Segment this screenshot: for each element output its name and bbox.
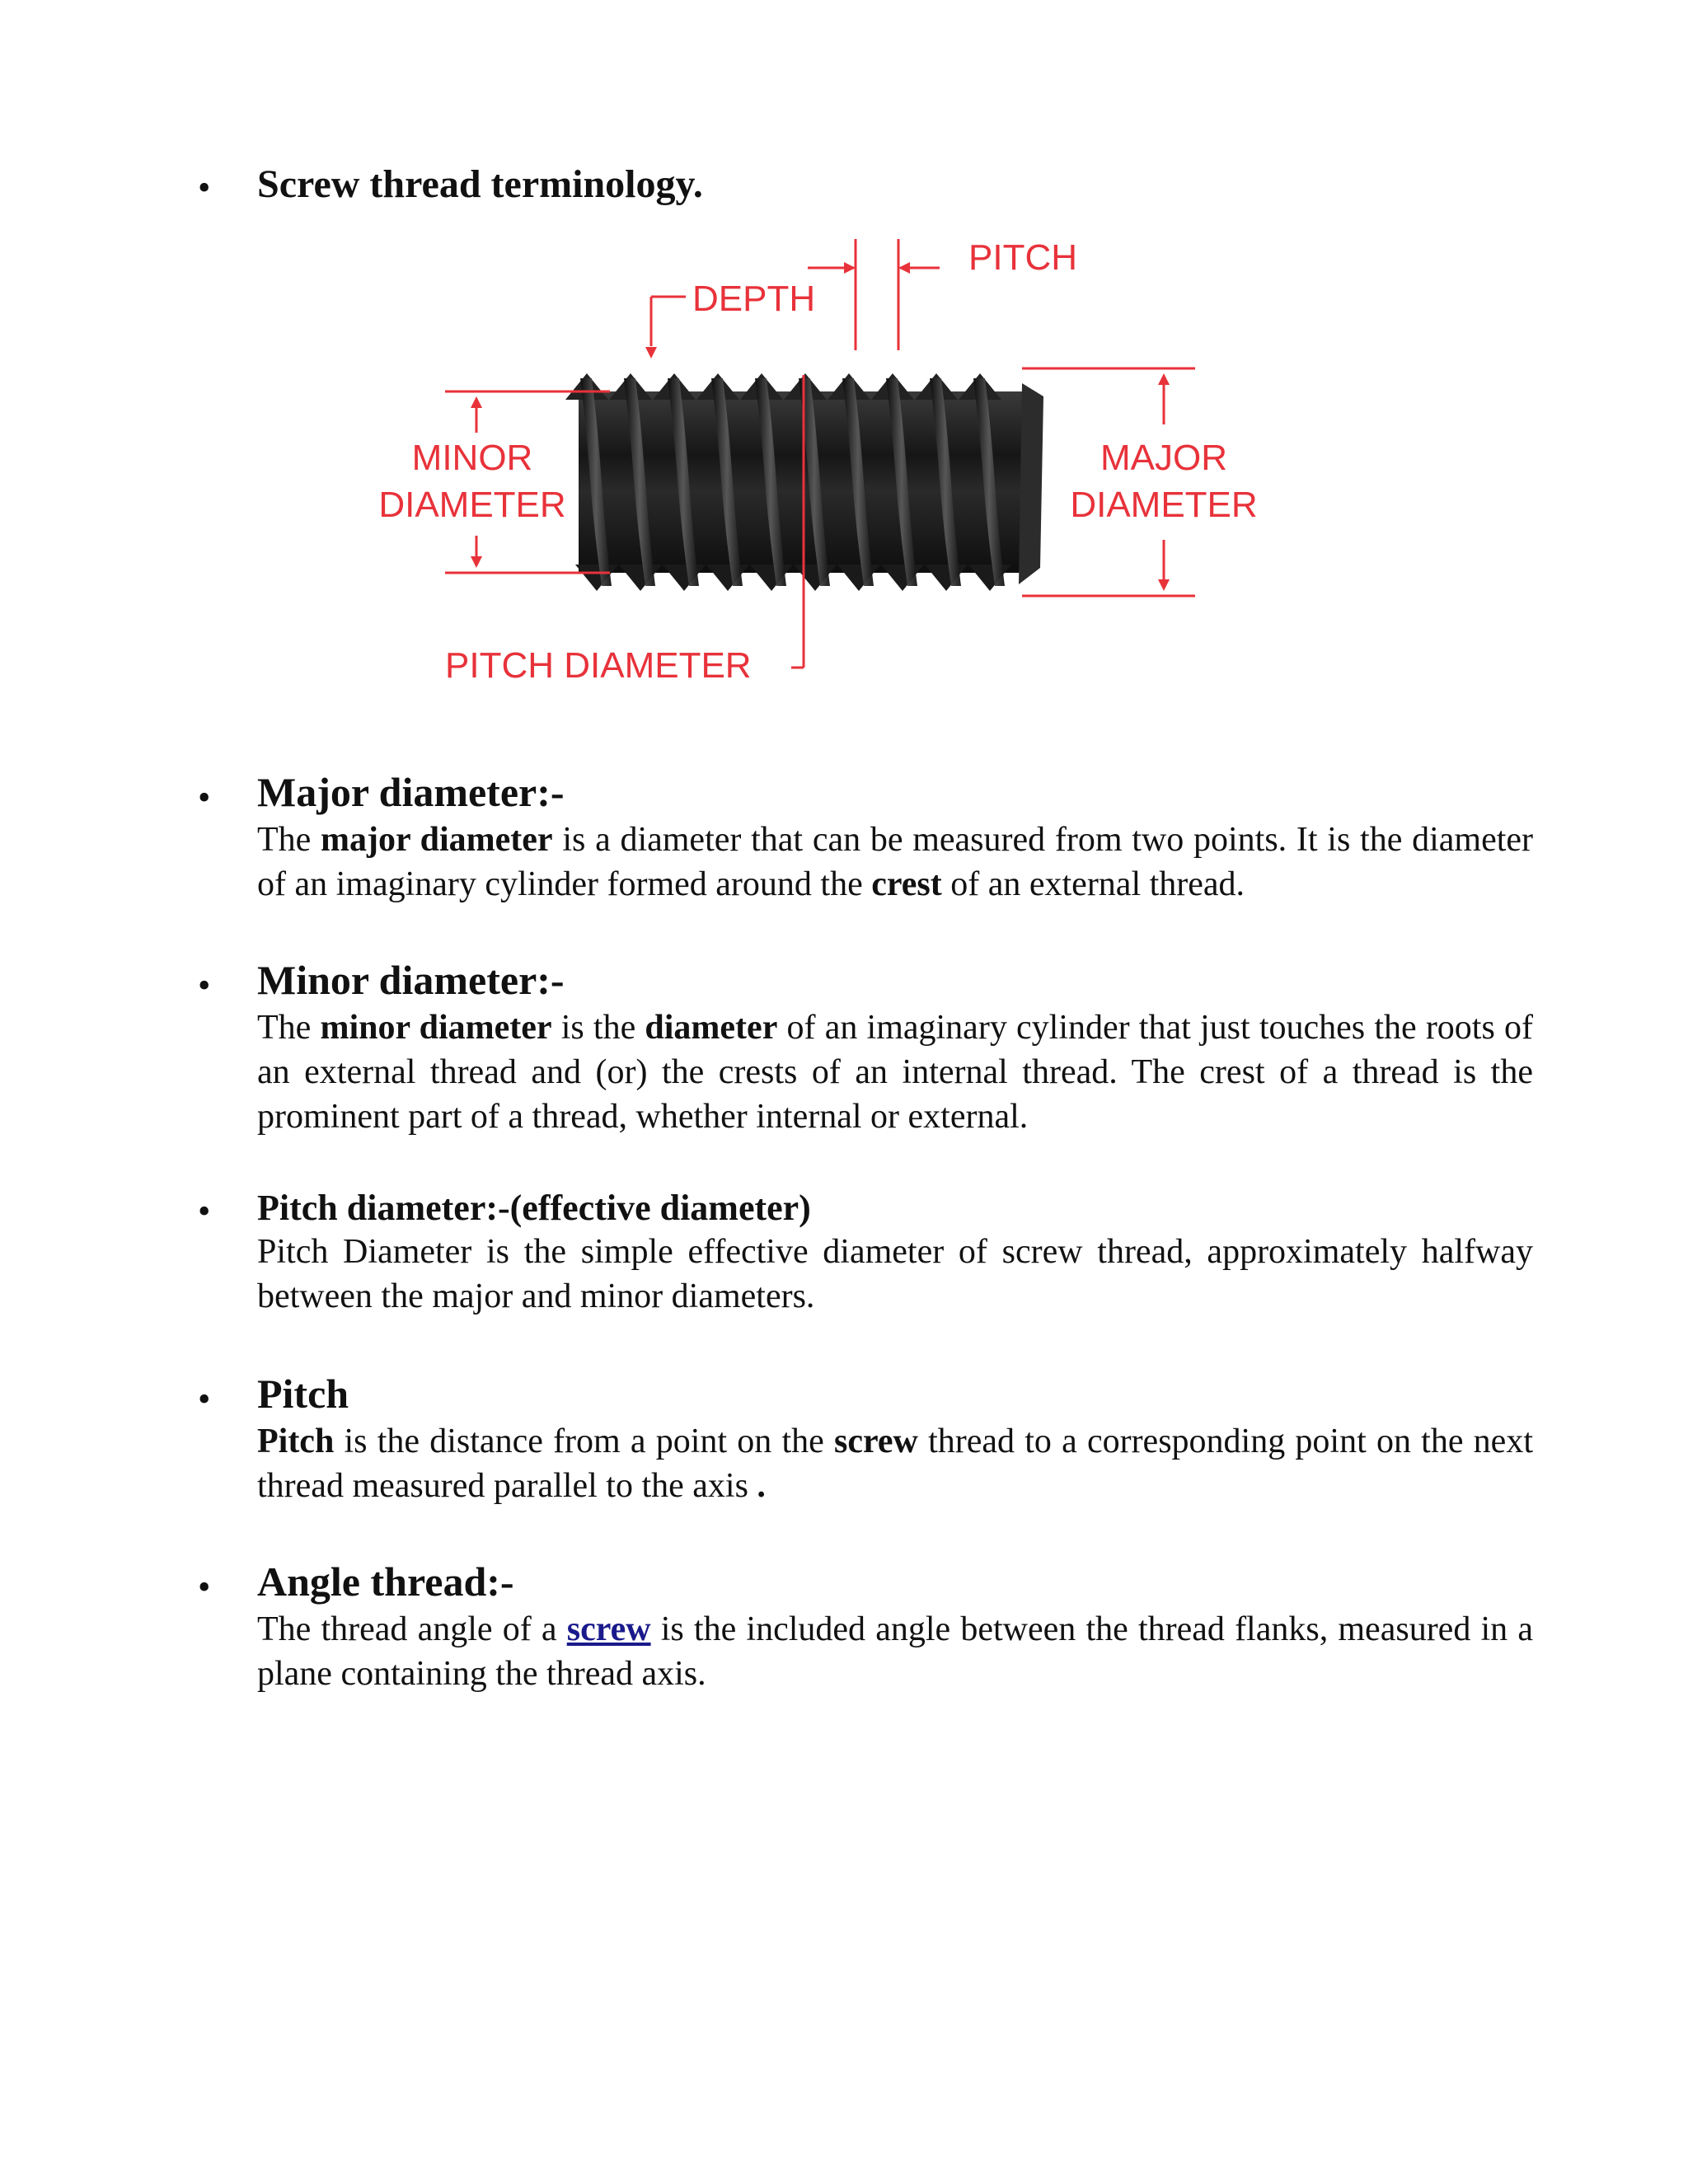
body-text: of an imaginary cylinder that just touches the roots of an external thread and (or) the crests of an internal thread. The crest of a thread is the prominent part of a thread, whether internal or external. <box>257 1009 1533 1136</box>
section-heading: Minor diameter:- <box>257 957 565 1003</box>
thread-crest-bottom <box>925 565 968 591</box>
bold-term: crest <box>871 865 942 903</box>
dimension-arrow <box>844 262 856 274</box>
body-text: The <box>257 821 321 859</box>
body-text: is the included angle between the thread flanks, measured in a plane containing the thread axis. <box>257 1610 1533 1693</box>
thread-crest-bottom <box>706 565 749 591</box>
section-heading: Pitch diameter:-(effective diameter) <box>257 1188 811 1228</box>
bold-term: screw <box>834 1422 918 1460</box>
pitch-label: PITCH <box>968 237 1077 278</box>
body-text: of an external thread. <box>941 865 1245 903</box>
section-body <box>257 818 1533 907</box>
section-major-diameter <box>198 768 1533 908</box>
bold-term: . <box>757 1467 766 1505</box>
body-text: Pitch Diameter is the simple effective diameter of screw thread, approximately halfway between the major and minor diameters. <box>257 1233 1533 1315</box>
bullet: • <box>198 167 211 208</box>
minor-label-line2: DIAMETER <box>378 485 566 525</box>
body-text: thread to a corresponding point on the next thread measured parallel to the axis <box>257 1422 1533 1505</box>
bold-term: diameter <box>645 1009 778 1047</box>
section-angle-thread <box>198 1558 1533 1698</box>
section-heading: Pitch <box>257 1371 349 1417</box>
bold-term: minor diameter <box>320 1009 552 1047</box>
thread-crest-bottom <box>575 565 618 591</box>
thread-crest-bottom <box>750 565 793 591</box>
thread-crest-bottom <box>968 565 1011 591</box>
screw-link[interactable]: screw <box>566 1610 651 1648</box>
section-pitch <box>198 1370 1533 1510</box>
dimension-arrow <box>471 396 482 408</box>
dimension-arrow <box>898 262 910 274</box>
section-body <box>257 1419 1533 1508</box>
pitch-diameter-label: PITCH DIAMETER <box>445 645 752 686</box>
title-section <box>198 162 1533 219</box>
minor-label-line1: MINOR <box>411 438 533 478</box>
major-label-line1: MAJOR <box>1100 438 1227 478</box>
bullet: • <box>198 1191 211 1231</box>
dimension-arrow <box>1158 579 1170 591</box>
thread-crest-bottom <box>794 565 837 591</box>
screw-thread-diagram <box>363 235 1286 705</box>
thread-crest-bottom <box>663 565 706 591</box>
section-body <box>257 1005 1533 1139</box>
section-heading: Major diameter:- <box>257 769 565 815</box>
section-body <box>257 1230 1533 1319</box>
bold-term: major diameter <box>321 821 553 859</box>
depth-label: DEPTH <box>692 279 816 319</box>
section-heading: Angle thread:- <box>257 1558 514 1605</box>
body-text: The <box>257 1009 321 1047</box>
dimension-arrow <box>471 556 482 568</box>
body-text: is the distance from a point on the <box>334 1422 835 1460</box>
dimension-arrow <box>645 347 657 359</box>
bullet: • <box>198 777 211 818</box>
thread-crest-bottom <box>881 565 924 591</box>
bullet: • <box>198 965 211 1005</box>
dimension-arrow <box>1158 373 1170 385</box>
bullet: • <box>198 1567 211 1607</box>
body-text: is the <box>551 1009 645 1047</box>
bold-term: Pitch <box>257 1422 335 1460</box>
bullet: • <box>198 1379 211 1419</box>
body-text: The thread angle of a <box>257 1610 567 1648</box>
thread-crest-bottom <box>619 565 662 591</box>
thread-crest-bottom <box>837 565 880 591</box>
body-text: is a diameter that can be measured from two points. It is the diameter of an imaginary cylinder formed around the <box>257 821 1534 903</box>
major-label-line2: DIAMETER <box>1070 485 1258 525</box>
section-body <box>257 1607 1533 1696</box>
section-minor-diameter <box>198 956 1533 1154</box>
page-title: Screw thread terminology. <box>257 162 703 206</box>
section-pitch-diameter <box>198 1187 1533 1327</box>
thread-end-chamfer <box>1019 383 1043 584</box>
